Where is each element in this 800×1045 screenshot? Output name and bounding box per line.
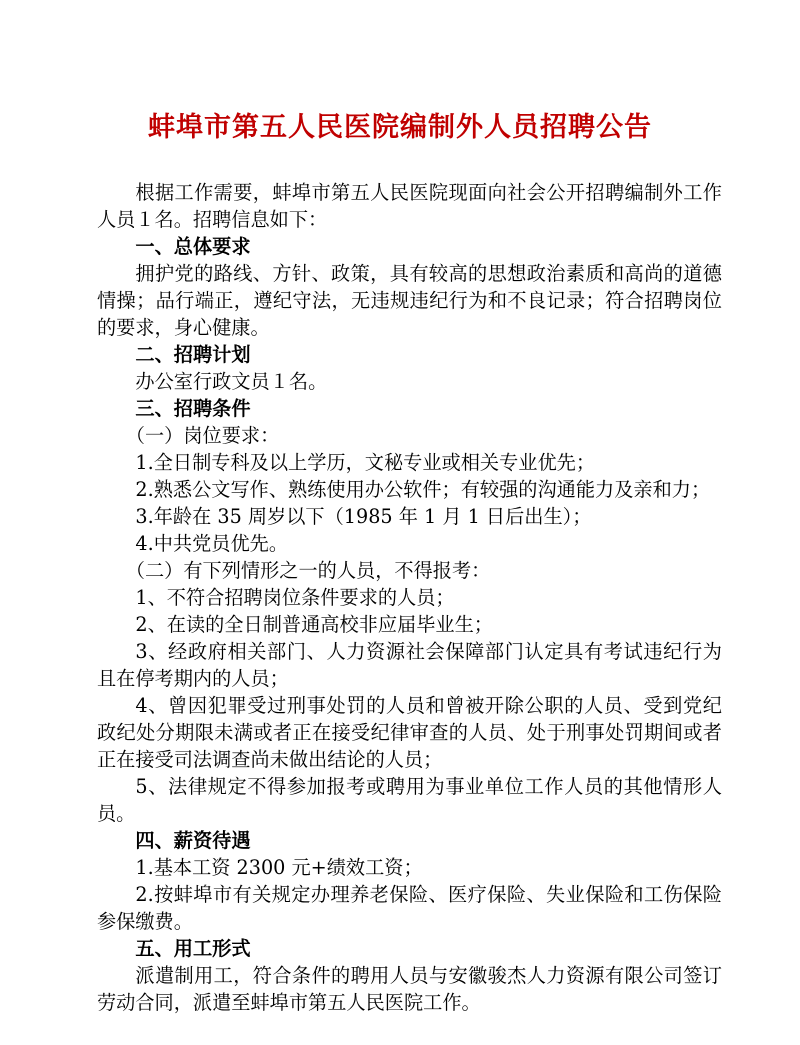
list-item: 3.年龄在 35 周岁以下（1985 年 1 月 1 日后出生）； xyxy=(135,505,592,528)
section-heading-conditions: 三、招聘条件 xyxy=(135,397,251,420)
list-item: 4、曾因犯罪受过刑事处罚的人员和曾被开除公职的人员、受到党纪政纪处分期限未满或者正在接受纪律审查的人员、处于刑事处罚期间或者正在接受司法调查尚未做出结论的人员； xyxy=(97,694,722,771)
list-item: 1、不符合招聘岗位条件要求的人员； xyxy=(135,586,455,609)
list-item: 2.熟悉公文写作、熟练使用办公软件；有较强的沟通能力及亲和力； xyxy=(135,478,711,501)
subsection-exclusions: （二）有下列情形之一的人员，不得报考： xyxy=(125,559,491,582)
list-item: 2、在读的全日制普通高校非应届毕业生； xyxy=(135,613,493,636)
general-requirements-paragraph: 拥护党的路线、方针、政策，具有较高的思想政治素质和高尚的道德情操；品行端正，遵纪守法，无违规违纪行为和不良记录；符合招聘岗位的要求，身心健康。 xyxy=(97,262,722,339)
section-heading-general: 一、总体要求 xyxy=(135,235,251,258)
list-item: 4.中共党员优先。 xyxy=(135,532,289,555)
list-item: 1.全日制专科及以上学历，文秘专业或相关专业优先； xyxy=(135,451,596,474)
section-heading-plan: 二、招聘计划 xyxy=(135,343,251,366)
employment-paragraph: 派遣制用工，符合条件的聘用人员与安徽骏杰人力资源有限公司签订劳动合同，派遣至蚌埠市第五人民医院工作。 xyxy=(97,964,722,1014)
page-title: 蚌埠市第五人民医院编制外人员招聘公告 xyxy=(148,112,652,143)
plan-paragraph: 办公室行政文员１名。 xyxy=(135,370,328,393)
section-heading-salary: 四、薪资待遇 xyxy=(135,829,251,852)
document-body xyxy=(97,179,722,1016)
intro-paragraph: 根据工作需要，蚌埠市第五人民医院现面向社会公开招聘编制外工作人员１名。招聘信息如下： xyxy=(97,181,722,231)
section-heading-employment: 五、用工形式 xyxy=(135,937,251,960)
subsection-job-requirements: （一）岗位要求： xyxy=(125,424,280,447)
list-item: 3、经政府相关部门、人力资源社会保障部门认定具有考试违纪行为且在停考期内的人员； xyxy=(97,640,722,690)
list-item: 2.按蚌埠市有关规定办理养老保险、医疗保险、失业保险和工伤保险参保缴费。 xyxy=(97,883,722,933)
list-item: 5、法律规定不得参加报考或聘用为事业单位工作人员的其他情形人员。 xyxy=(97,775,722,825)
list-item: 1.基本工资 2300 元+绩效工资； xyxy=(135,856,423,879)
